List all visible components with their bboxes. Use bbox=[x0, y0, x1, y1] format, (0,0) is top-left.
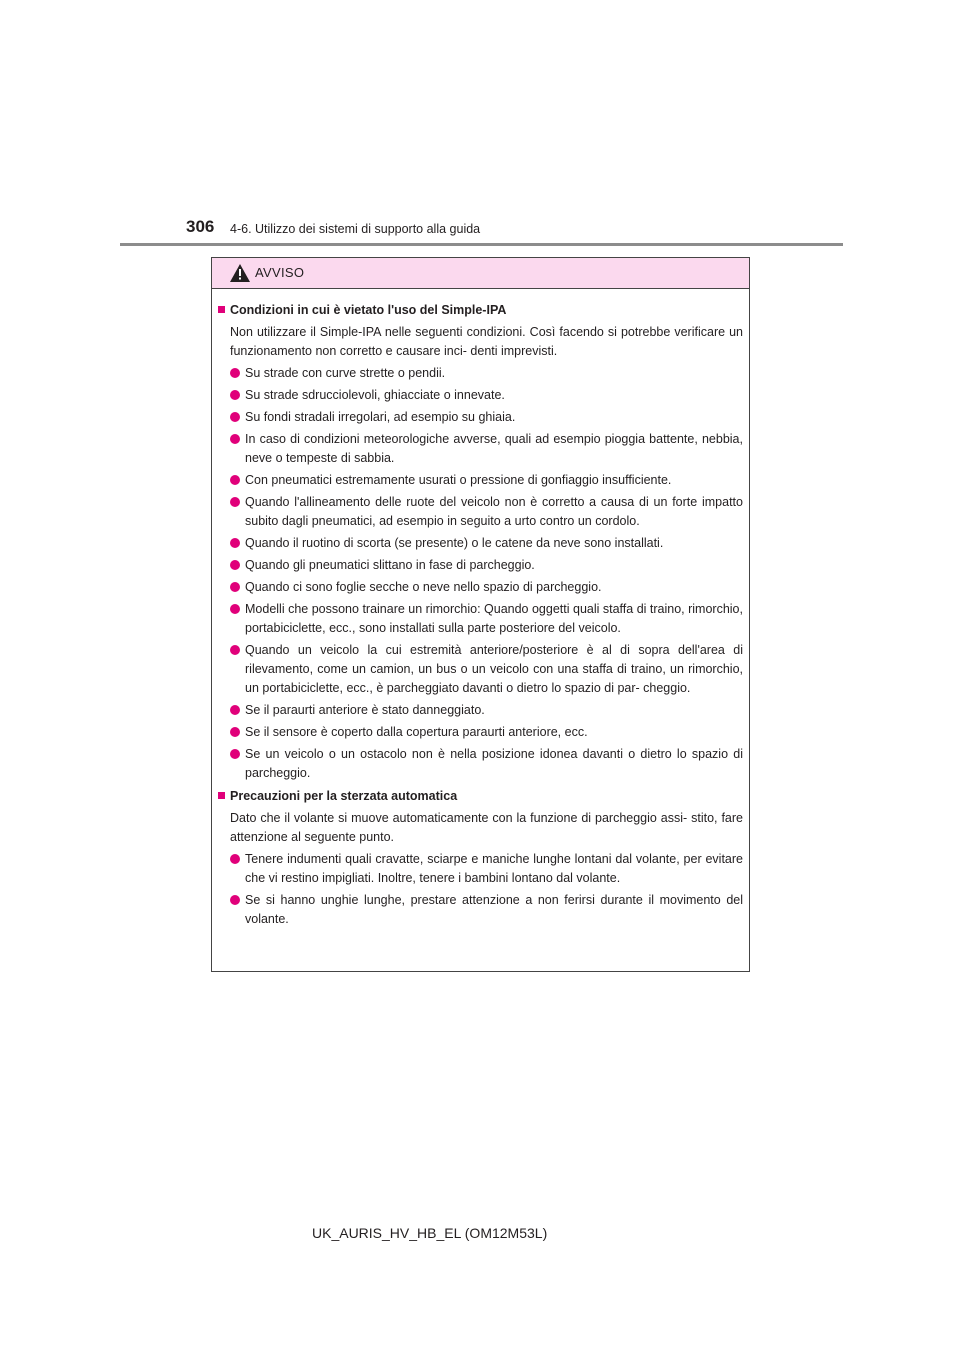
bullet-item: Se il paraurti anteriore è stato danneggiato. bbox=[218, 701, 743, 720]
circle-bullet-icon bbox=[230, 645, 240, 655]
circle-bullet-icon bbox=[230, 390, 240, 400]
square-bullet-icon bbox=[218, 792, 225, 799]
circle-bullet-icon bbox=[230, 727, 240, 737]
section-title: 4-6. Utilizzo dei sistemi di supporto alla guida bbox=[230, 222, 481, 236]
bullet-list bbox=[218, 364, 743, 783]
circle-bullet-icon bbox=[230, 475, 240, 485]
warning-section bbox=[218, 301, 743, 783]
circle-bullet-icon bbox=[230, 538, 240, 548]
circle-bullet-icon bbox=[230, 560, 240, 570]
warning-section bbox=[218, 787, 743, 929]
circle-bullet-icon bbox=[230, 434, 240, 444]
bullet-item: Quando gli pneumatici slittano in fase di parcheggio. bbox=[218, 556, 743, 575]
bullet-item: Su fondi stradali irregolari, ad esempio su ghiaia. bbox=[218, 408, 743, 427]
bullet-item: Se si hanno unghie lunghe, prestare attenzione a non ferirsi durante il movimento del volante. bbox=[218, 891, 743, 929]
page-number: 306 bbox=[186, 217, 215, 236]
bullet-item: Quando l'allineamento delle ruote del veicolo non è corretto a causa di un forte impatto subito dagli pneumatici, ad esempio in seguito a urto contro un cordolo. bbox=[218, 493, 743, 531]
section-intro: Non utilizzare il Simple-IPA nelle seguenti condizioni. Così facendo si potrebbe verificare un funzionamento non corretto e causare inci- denti imprevisti. bbox=[230, 325, 743, 358]
circle-bullet-icon bbox=[230, 705, 240, 715]
warning-body bbox=[212, 289, 749, 929]
circle-bullet-icon bbox=[230, 412, 240, 422]
warning-box bbox=[211, 257, 750, 972]
warning-triangle-icon bbox=[229, 263, 251, 283]
bullet-item: Tenere indumenti quali cravatte, sciarpe e maniche lunghe lontani dal volante, per evitare che vi restino impigliati. Inoltre, tenere i bambini lontano dal volante. bbox=[218, 850, 743, 888]
bullet-item: Quando ci sono foglie secche o neve nello spazio di parcheggio. bbox=[218, 578, 743, 597]
bullet-item: Con pneumatici estremamente usurati o pressione di gonfiaggio insufficiente. bbox=[218, 471, 743, 490]
bullet-item: In caso di condizioni meteorologiche avverse, quali ad esempio pioggia battente, nebbia, neve o tempeste di sabbia. bbox=[218, 430, 743, 468]
bullet-item: Su strade con curve strette o pendii. bbox=[218, 364, 743, 383]
manual-code: UK_AURIS_HV_HB_EL (OM12M53L) bbox=[312, 1225, 548, 1241]
bullet-item: Modelli che possono trainare un rimorchio: Quando oggetti quali staffa di traino, rimorchio, portabiciclette, ecc., sono installati sulla parte posteriore del veicolo. bbox=[218, 600, 743, 638]
warning-title: AVVISO bbox=[255, 265, 305, 280]
section-heading: Condizioni in cui è vietato l'uso del Simple-IPA bbox=[230, 303, 507, 317]
bullet-item: Quando un veicolo la cui estremità anteriore/posteriore è al di sopra dell'area di rilevamento, come un camion, un bus o un veicolo con una staffa di traino, un rimorchio, un portabiciclette, ecc., è parcheggiato davanti o dietro lo spazio di par- cheggio. bbox=[218, 641, 743, 698]
header-rule bbox=[120, 243, 843, 246]
bullet-list bbox=[218, 850, 743, 929]
bullet-item: Su strade sdrucciolevoli, ghiacciate o innevate. bbox=[218, 386, 743, 405]
circle-bullet-icon bbox=[230, 749, 240, 759]
circle-bullet-icon bbox=[230, 368, 240, 378]
bullet-item: Quando il ruotino di scorta (se presente) o le catene da neve sono installati. bbox=[218, 534, 743, 553]
circle-bullet-icon bbox=[230, 854, 240, 864]
circle-bullet-icon bbox=[230, 895, 240, 905]
bullet-item: Se il sensore è coperto dalla copertura paraurti anteriore, ecc. bbox=[218, 723, 743, 742]
section-intro: Dato che il volante si muove automaticamente con la funzione di parcheggio assi- stito, fare attenzione al seguente punto. bbox=[230, 811, 743, 844]
circle-bullet-icon bbox=[230, 582, 240, 592]
circle-bullet-icon bbox=[230, 497, 240, 507]
section-heading: Precauzioni per la sterzata automatica bbox=[230, 789, 458, 803]
square-bullet-icon bbox=[218, 306, 225, 313]
circle-bullet-icon bbox=[230, 604, 240, 614]
warning-header bbox=[212, 258, 749, 289]
bullet-item: Se un veicolo o un ostacolo non è nella posizione idonea davanti o dietro lo spazio di parcheggio. bbox=[218, 745, 743, 783]
